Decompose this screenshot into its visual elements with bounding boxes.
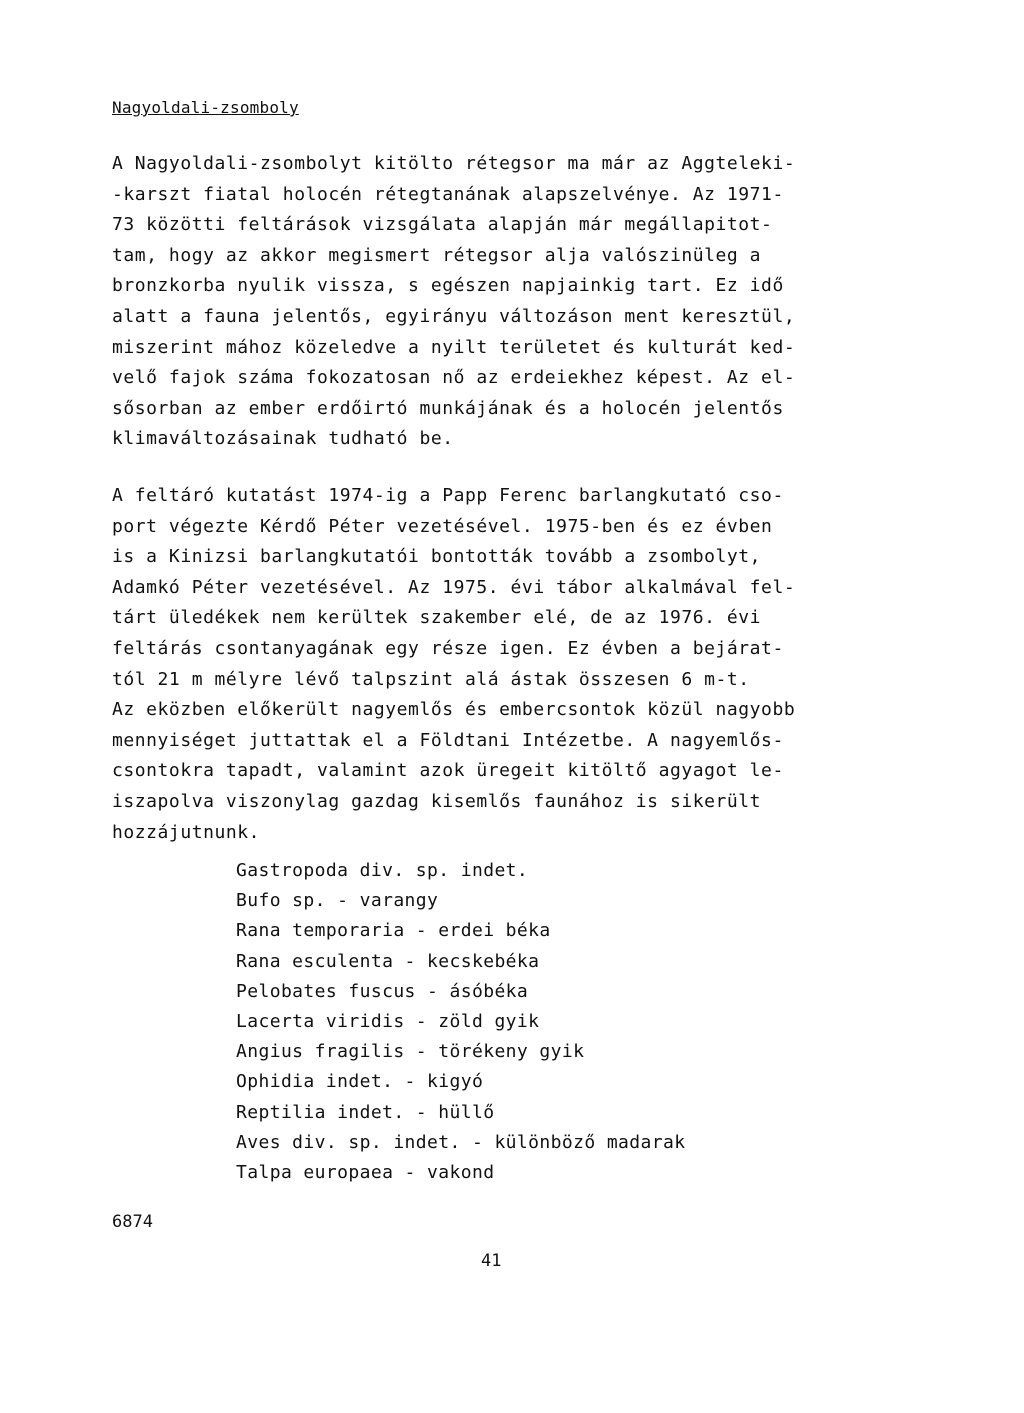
species-item: Reptilia indet. - hüllő: [236, 1101, 495, 1123]
species-item: Pelobates fuscus - ásóbéka: [236, 980, 529, 1002]
document-code: 6874: [112, 1212, 153, 1232]
text-line: tól 21 m mélyre lévő talpszint alá ástak összesen 6 m-t.: [112, 668, 750, 690]
species-item: Talpa europaea - vakond: [236, 1161, 495, 1183]
text-line: Az eközben előkerült nagyemlős és embercsontok közül nagyobb: [112, 699, 796, 721]
text-line: feltárás csontanyagának egy része igen. Ez évben a bejárat-: [112, 637, 784, 659]
text-line: mennyiséget juttattak el a Földtani Intézetbe. A nagyemlős-: [112, 729, 784, 751]
text-line: csontokra tapadt, valamint azok üregeit kitöltő agyagot le-: [112, 760, 784, 782]
text-line: sősorban az ember erdőirtó munkájának és a holocén jelentős: [112, 397, 784, 419]
text-line: Adamkó Péter vezetésével. Az 1975. évi tábor alkalmával fel-: [112, 576, 796, 598]
text-line: alatt a fauna jelentős, egyirányu változáson ment keresztül,: [112, 305, 796, 327]
paragraph-1: [112, 149, 872, 455]
species-item: Ophidia indet. - kigyó: [236, 1071, 484, 1093]
text-line: klimaváltozásainak tudható be.: [112, 428, 454, 450]
page-number: 41: [481, 1251, 502, 1271]
species-item: Rana temporaria - erdei béka: [236, 920, 551, 942]
text-line: bronzkorba nyulik vissza, s egészen napjainkig tart. Ez idő: [112, 275, 784, 297]
species-item: Gastropoda div. sp. indet.: [236, 860, 529, 881]
text-line: is a Kinizsi barlangkutatói bontották tovább a zsombolyt,: [112, 546, 762, 568]
text-line: miszerint mához közeledve a nyilt területet és kulturát ked-: [112, 336, 796, 358]
species-list: [236, 856, 685, 1188]
text-line: tam, hogy az akkor megismert rétegsor alja valószinüleg a: [112, 244, 762, 266]
text-line: A Nagyoldali-zsombolyt kitölto rétegsor ma már az Aggteleki-: [112, 153, 796, 174]
species-item: Rana esculenta - kecskebéka: [236, 950, 540, 972]
text-line: 73 közötti feltárások vizsgálata alapján már megállapitot-: [112, 214, 773, 236]
text-line: hozzájutnunk.: [112, 821, 261, 843]
text-line: iszapolva viszonylag gazdag kisemlős faunához is sikerült: [112, 790, 762, 812]
species-item: Lacerta viridis - zöld gyik: [236, 1010, 540, 1032]
paragraph-2: [112, 481, 872, 848]
species-item: Angius fragilis - törékeny gyik: [236, 1041, 585, 1063]
text-line: -karszt fiatal holocén rétegtanának alapszelvénye. Az 1971-: [112, 183, 784, 205]
text-line: velő fajok száma fokozatosan nő az erdeiekhez képest. Az el-: [112, 367, 796, 389]
text-line: tárt üledékek nem kerültek szakember elé, de az 1976. évi: [112, 607, 762, 629]
species-item: Bufo sp. - varangy: [236, 890, 439, 912]
species-item: Aves div. sp. indet. - különböző madarak: [236, 1131, 686, 1153]
text-line: A feltáró kutatást 1974-ig a Papp Ferenc barlangkutató cso-: [112, 485, 784, 506]
text-line: port végezte Kérdő Péter vezetésével. 1975-ben és ez évben: [112, 515, 773, 537]
section-heading: Nagyoldali-zsomboly: [112, 98, 299, 117]
